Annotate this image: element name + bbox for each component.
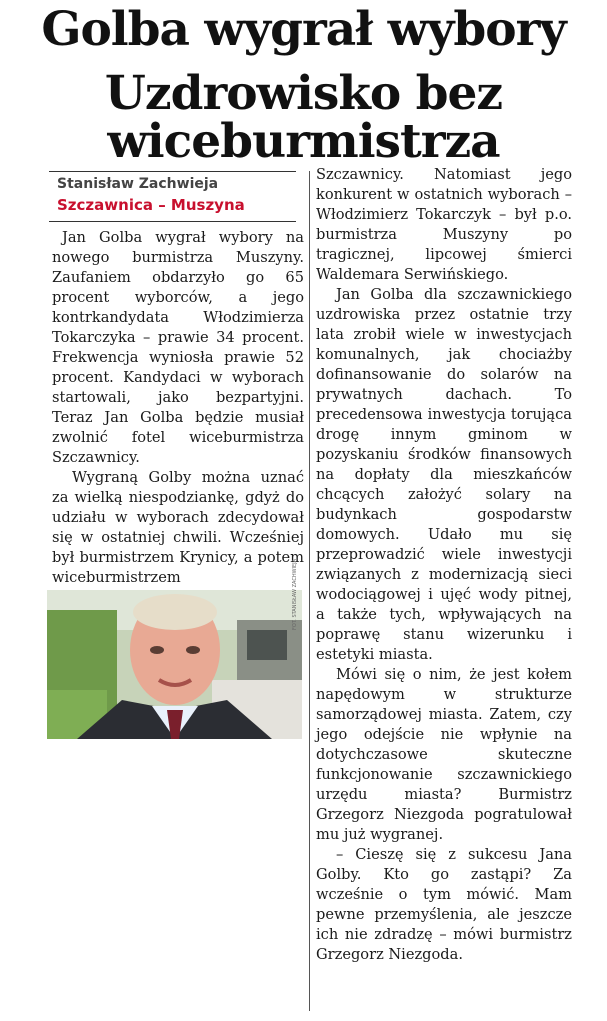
- article-column-1: [52, 228, 304, 588]
- location-label: Szczawnica – Muszyna: [57, 196, 245, 214]
- byline-top-rule: [49, 171, 296, 172]
- headline-line-2: Uzdrowisko bez: [104, 66, 503, 121]
- photo-credit: FOT. STANISŁAW ZACHWIEJA: [292, 559, 298, 630]
- paragraph: Wygraną Golby można uznać za wielką niespodziankę, gdyż do udziału w wyborach zdecydował się w ostatniej chwili. Wcześniej był burmistrzem Krynicy, a potem wiceburmistrzem: [52, 469, 304, 586]
- byline-bottom-rule: [49, 221, 296, 222]
- paragraph: Szczawnicy. Natomiast jego konkurent w ostatnich wyborach – Włodzimierz Tokarczyk – był p.o. burmistrza Muszyny po tragicznej, lipcowej śmierci Waldemara Serwińskiego.: [316, 166, 572, 283]
- column-divider: [309, 171, 310, 1011]
- paragraph: Mówi się o nim, że jest kołem napędowym w strukturze samorządowej miasta. Zatem, czy jego odejście nie wpłynie na dotychczasowe skuteczne funkcjonowanie szczawnickiego urzędu miasta? Burmistrz Grzegorz Niezgoda pogratulował mu już wygranej.: [316, 666, 572, 843]
- headline-line-1: Golba wygrał wybory: [41, 2, 566, 57]
- portrait-photo: [47, 590, 302, 739]
- paragraph: – Cieszę się z sukcesu Jana Golby. Kto go zastąpi? Za wcześnie o tym mówić. Mam pewne przemyślenia, ale jeszcze ich nie zdradzę – mówi burmistrz Grzegorz Niezgoda.: [316, 846, 572, 963]
- article-column-2: [316, 165, 572, 965]
- author-name: Stanisław Zachwieja: [57, 176, 219, 192]
- paragraph: Jan Golba dla szczawnickiego uzdrowiska przez ostatnie trzy lata zrobił wiele w inwestycjach komunalnych, jak chociażby dofinansowanie do solarów na prywatnych dachach. To precedensowa inwestycja torująca drogę innym gminom w pozyskaniu środków finansowych na dopłaty dla mieszkańców chcących założyć solary na budynkach gospodarstw domowych. Udało mu się przeprowadzić wiele inwestycji związanych z modernizacją sieci wodociągowej i ujęć wody pitnej, a także tych, wpływających na poprawę stanu wizerunku i estetyki miasta.: [316, 286, 572, 663]
- headline-line-3: wiceburmistrza: [107, 114, 500, 169]
- portrait-image: [47, 590, 302, 739]
- paragraph: Jan Golba wygrał wybory na nowego burmistrza Muszyny. Zaufaniem obdarzyło go 65 procent wyborców, a jego kontrkandydata Włodzimierza Tokarczyka – prawie 34 procent. Frekwencja wyniosła prawie 52 procent. Kandydaci w wyborach startowali, jako bezpartyjni. Teraz Jan Golba będzie musiał zwolnić fotel wiceburmistrza Szczawnicy.: [52, 229, 304, 466]
